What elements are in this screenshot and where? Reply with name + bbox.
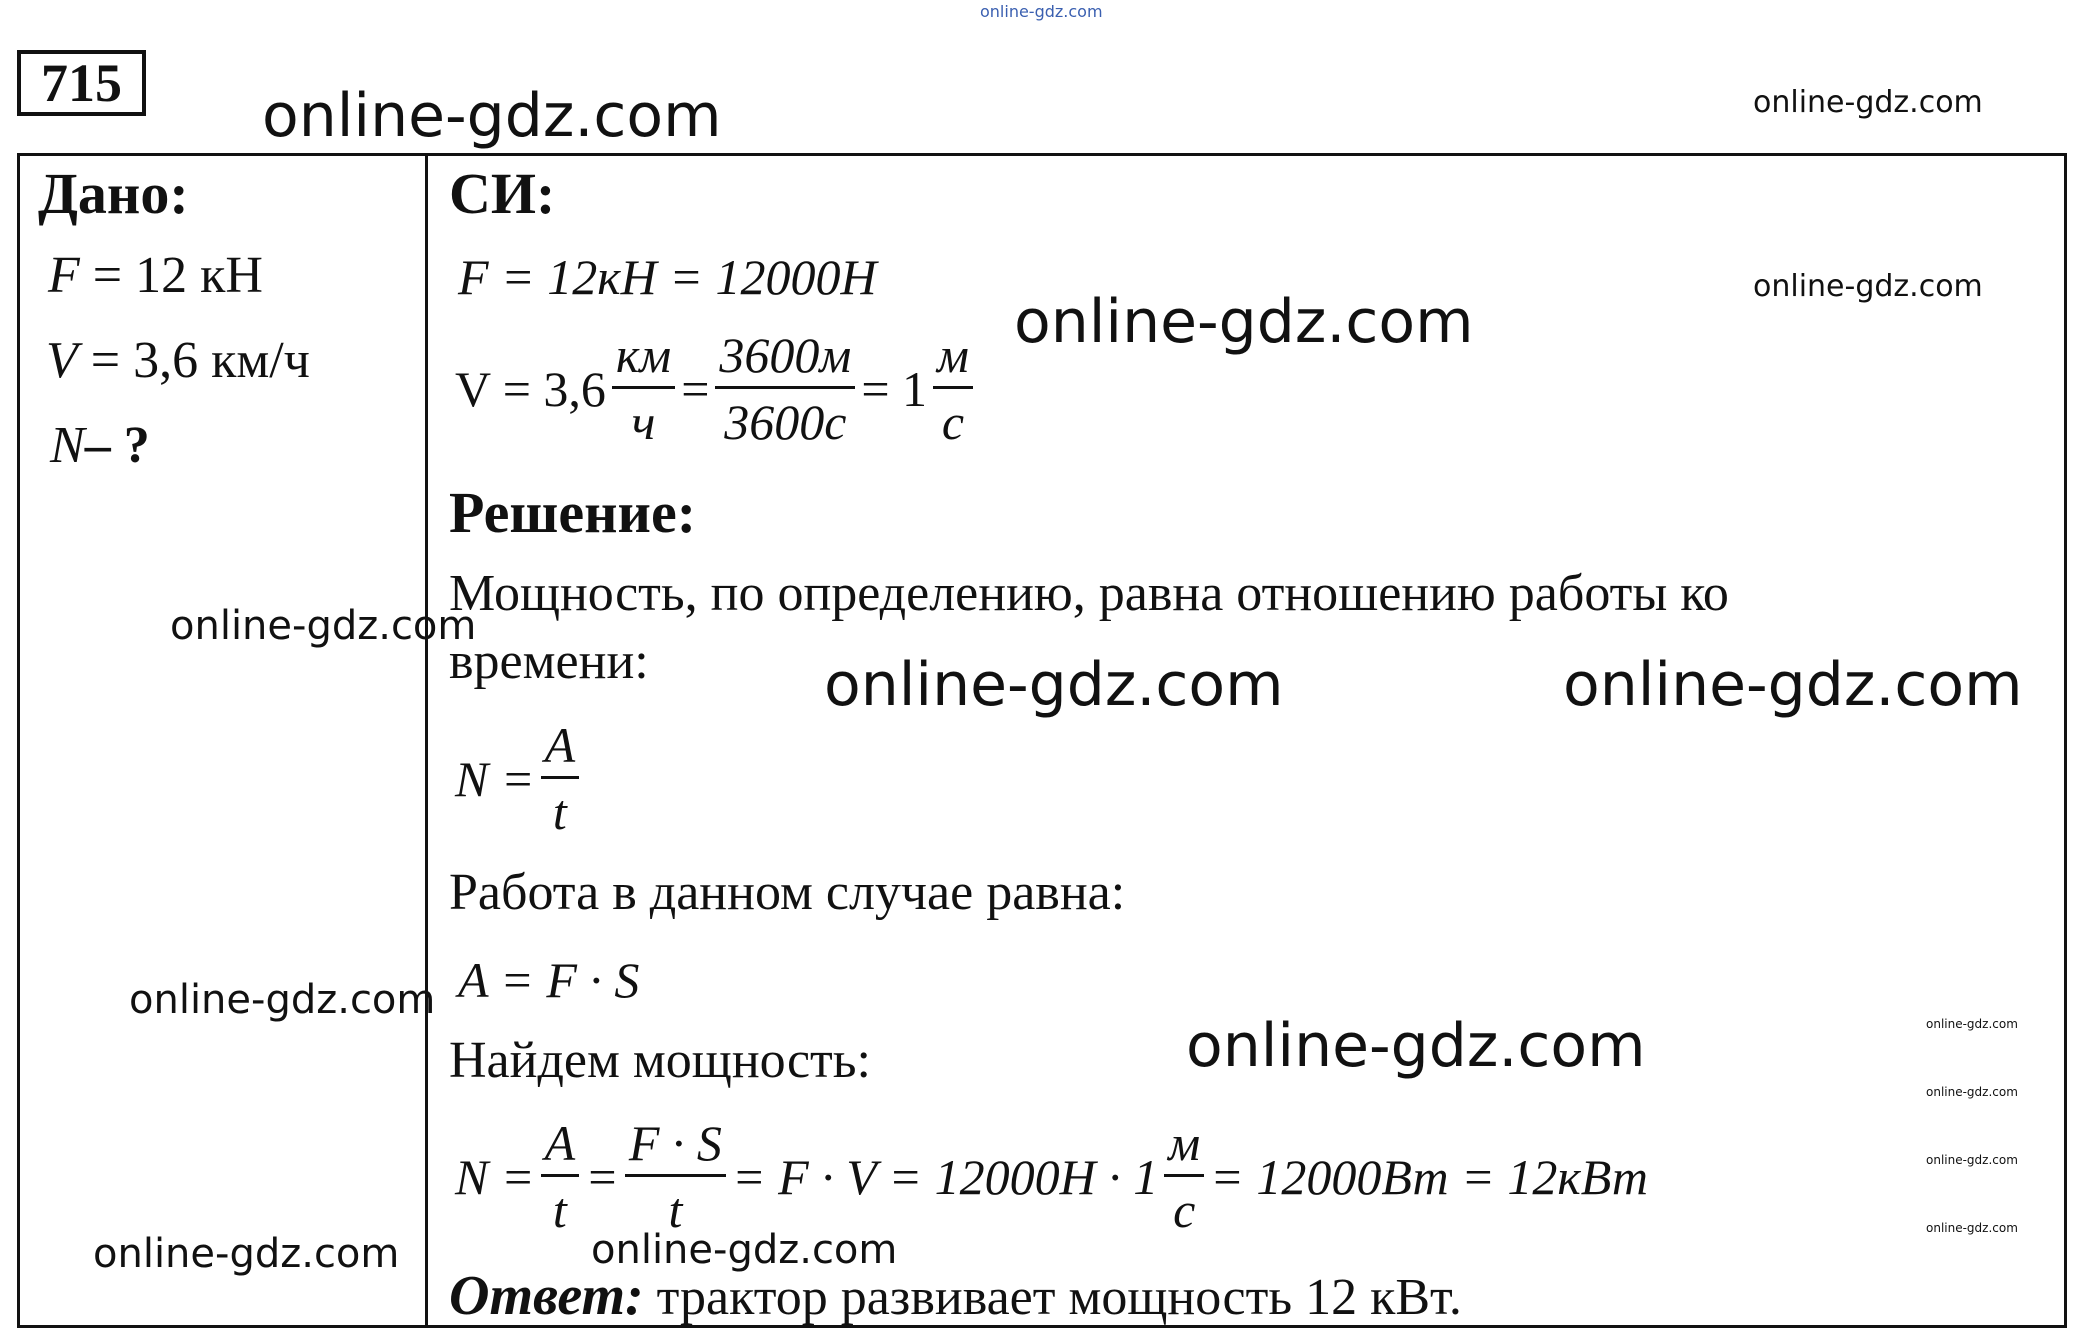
fraction-a-over-t <box>541 1115 580 1238</box>
velocity-value: = 3,6 км/ч <box>90 332 310 389</box>
watermark-lower: online-gdz.com <box>1186 1011 1646 1081</box>
given-heading: Дано: <box>38 161 189 226</box>
fraction-numerator: F · S <box>625 1118 726 1177</box>
solution-heading: Решение: <box>449 480 697 545</box>
final-formula <box>455 1115 1649 1238</box>
given-force <box>48 247 263 304</box>
si-velocity-conversion <box>455 327 979 450</box>
si-velocity-lhs: V = 3,6 <box>455 360 606 417</box>
fraction-denominator: ч <box>631 394 656 450</box>
fraction-denominator: с <box>1173 1182 1196 1238</box>
power-formula <box>455 717 585 840</box>
final-end: = 12000Вт = 12кВт <box>1210 1148 1649 1205</box>
si-force-rhs: = 12кН = 12000Н <box>501 249 877 305</box>
watermark-mid: online-gdz.com <box>1014 287 1474 357</box>
find-power-text: Найдем мощность: <box>449 1032 871 1089</box>
fraction-numerator: км <box>612 330 675 389</box>
fraction-numerator: м <box>933 330 973 389</box>
fraction-denominator: t <box>552 784 567 840</box>
watermark-tiny-3: online-gdz.com <box>1926 1153 2018 1167</box>
fraction-numerator: A <box>541 720 580 779</box>
fraction-denominator: t <box>668 1182 683 1238</box>
fraction-km-per-h <box>612 327 675 450</box>
fraction-denominator: с <box>941 394 965 450</box>
force-symbol: F <box>48 247 80 304</box>
fraction-numerator: м <box>1164 1118 1204 1177</box>
definition-text-cont: времени: <box>449 633 649 690</box>
fraction-numerator: 3600м <box>715 330 855 389</box>
watermark-right-big: online-gdz.com <box>1563 650 2023 720</box>
fraction-denominator: 3600с <box>724 394 847 450</box>
watermark-tiny-2: online-gdz.com <box>1926 1085 2018 1099</box>
answer-text: трактор развивает мощность 12 кВт. <box>656 1269 1462 1326</box>
watermark-header-right: online-gdz.com <box>1753 85 1983 120</box>
answer-label: Ответ: <box>449 1265 644 1327</box>
given-velocity <box>46 332 310 389</box>
unknown-mark: – ? <box>84 417 150 474</box>
fraction-unit <box>1164 1115 1204 1238</box>
problem-number: 715 <box>17 50 146 116</box>
fraction-a-over-t <box>541 717 580 840</box>
watermark-top: online-gdz.com <box>980 2 1103 21</box>
si-heading: СИ: <box>449 161 556 226</box>
watermark-left-1: online-gdz.com <box>170 603 477 649</box>
fraction-denominator: t <box>552 1182 567 1238</box>
watermark-bottom-left: online-gdz.com <box>93 1231 400 1277</box>
fraction-unit <box>933 327 973 450</box>
final-lhs: N = <box>455 1148 535 1205</box>
answer-line <box>449 1265 1462 1327</box>
watermark-header: online-gdz.com <box>262 81 722 151</box>
final-middle: = F · V = 12000Н · 1 <box>731 1148 1159 1205</box>
fraction-numerator: A <box>541 1118 580 1177</box>
equals-sign: = <box>585 1148 619 1205</box>
equals-sign: = <box>681 360 710 417</box>
fraction-m-per-s <box>715 327 855 450</box>
work-text: Работа в данном случае равна: <box>449 864 1126 921</box>
watermark-right-2: online-gdz.com <box>1753 269 1983 304</box>
fraction-fs-over-t <box>625 1115 726 1238</box>
power-symbol: N <box>50 417 85 474</box>
column-divider <box>425 153 428 1328</box>
si-force-conversion <box>458 249 877 305</box>
watermark-center: online-gdz.com <box>824 650 1284 720</box>
definition-text: Мощность, по определению, равна отношению работы ко <box>449 565 1729 622</box>
velocity-symbol: V <box>46 332 78 389</box>
work-formula: A = F · S <box>458 952 640 1008</box>
equals-one: = 1 <box>861 360 928 417</box>
formula-lhs: N = <box>455 750 535 807</box>
watermark-bottom-mid: online-gdz.com <box>591 1227 898 1273</box>
watermark-tiny-1: online-gdz.com <box>1926 1017 2018 1031</box>
watermark-left-2: online-gdz.com <box>129 977 436 1023</box>
given-unknown <box>50 417 150 474</box>
si-force-lhs: F <box>458 249 489 305</box>
watermark-tiny-4: online-gdz.com <box>1926 1221 2018 1235</box>
force-value: = 12 кН <box>92 247 263 304</box>
